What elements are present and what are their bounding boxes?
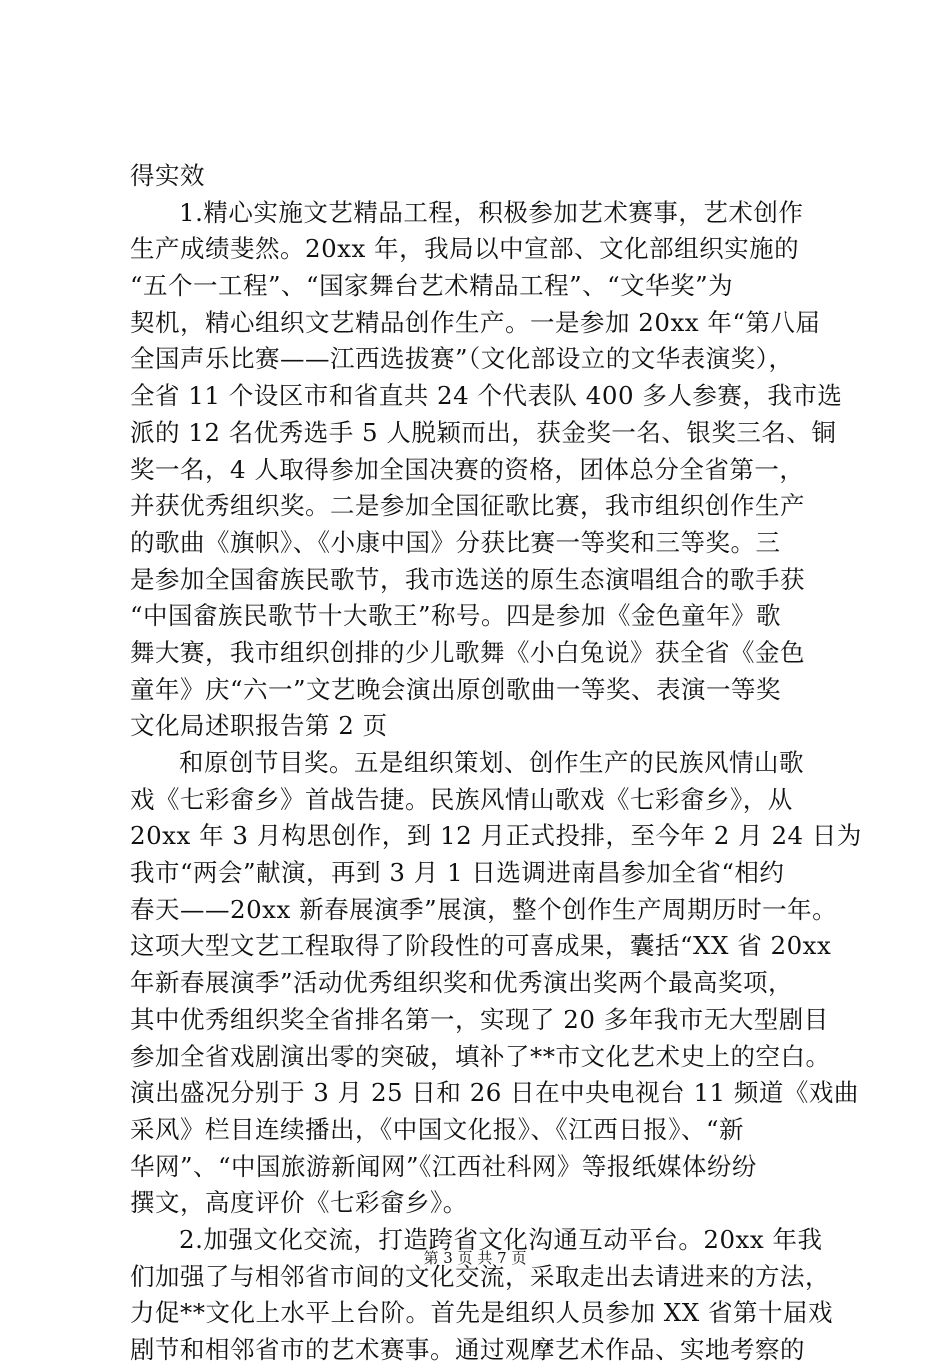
paragraph-start-line: 和原创节目奖。五是组织策划、创作生产的民族风情山歌 bbox=[179, 748, 804, 777]
text-line: 童年》庆“六一”文艺晚会演出原创歌曲一等奖、表演一等奖 bbox=[130, 674, 782, 704]
text-line: 戏《七彩畲乡》首战告捷。民族风情山歌戏《七彩畲乡》，从 bbox=[130, 784, 793, 814]
text-line: 契机，精心组织文艺精品创作生产。一是参加 20xx 年“第八届 bbox=[130, 307, 821, 337]
text-line: 这项大型文艺工程取得了阶段性的可喜成果，囊括“XX 省 20xx bbox=[130, 931, 832, 961]
text-line: 们加强了与相邻省市间的文化交流，采取走出去请进来的方法， bbox=[130, 1261, 830, 1291]
page-footer bbox=[0, 1248, 950, 1268]
text-line: 全省 11 个设区市和省直共 24 个代表队 400 多人参赛，我市选 bbox=[130, 381, 843, 411]
text-line: 派的 12 名优秀选手 5 人脱颖而出，获金奖一名、银奖三名、铜 bbox=[130, 417, 837, 447]
text-line: 撰文，高度评价《七彩畲乡》。 bbox=[130, 1188, 468, 1218]
text-line: 力促**文化上水平上台阶。首先是组织人员参加 XX 省第十届戏 bbox=[130, 1298, 833, 1328]
text-line: 并获优秀组织奖。二是参加全国征歌比赛，我市组织创作生产 bbox=[130, 491, 805, 521]
document-body bbox=[130, 158, 862, 1369]
text-line: “五个一工程”、“国家舞台艺术精品工程”、“文华奖”为 bbox=[130, 271, 734, 301]
text-line: 舞大赛，我市组织创排的少儿歌舞《小白兔说》获全省《金色 bbox=[130, 637, 805, 667]
text-line: 全国声乐比赛——江西选拔赛”（文化部设立的文华表演奖）， bbox=[130, 344, 794, 374]
text-line: 其中优秀组织奖全省排名第一，实现了 20 多年我市无大型剧目 bbox=[130, 1004, 829, 1034]
text-line: 奖一名，4 人取得参加全国决赛的资格，团体总分全省第一， bbox=[130, 454, 805, 484]
text-line: 采风》栏目连续播出，《中国文化报》、《江西日报》、“新 bbox=[130, 1114, 745, 1144]
text-line: 得实效 bbox=[130, 161, 205, 190]
text-line: 华网”、“中国旅游新闻网”《江西社科网》等报纸媒体纷纷 bbox=[130, 1151, 757, 1181]
text-line: 是参加全国畲族民歌节，我市选送的原生态演唱组合的歌手获 bbox=[130, 564, 805, 594]
text-line: 的歌曲《旗帜》、《小康中国》分获比赛一等奖和三等奖。三 bbox=[130, 527, 781, 557]
text-line: 我市“两会”献演，再到 3 月 1 日选调进南昌参加全省“相约 bbox=[130, 858, 785, 888]
text-line: 生产成绩斐然。20xx 年，我局以中宣部、文化部组织实施的 bbox=[130, 234, 800, 264]
text-line: 春天——20xx 新春展演季”展演，整个创作生产周期历时一年。 bbox=[130, 894, 838, 924]
page-number: 第 3 页 共 7 页 bbox=[423, 1249, 527, 1267]
page-marker-line: 文化局述职报告第 2 页 bbox=[130, 711, 388, 741]
text-line: 年新春展演季”活动优秀组织奖和优秀演出奖两个最高奖项， bbox=[130, 968, 794, 998]
paragraph-start-line: 1.精心实施文艺精品工程，积极参加艺术赛事，艺术创作 bbox=[179, 197, 804, 227]
text-line: 演出盛况分别于 3 月 25 日和 26 日在中央电视台 11 频道《戏曲 bbox=[130, 1078, 859, 1108]
text-line: 剧节和相邻省市的艺术赛事。通过观摩艺术作品、实地考察的 bbox=[130, 1335, 805, 1364]
paragraph-start-line: 2.加强文化交流，打造跨省文化沟通互动平台。20xx 年我 bbox=[179, 1224, 823, 1254]
text-line: 参加全省戏剧演出零的突破，填补了**市文化艺术史上的空白。 bbox=[130, 1041, 831, 1071]
text-line: “中国畲族民歌节十大歌王”称号。四是参加《金色童年》歌 bbox=[130, 601, 782, 631]
text-line: 20xx 年 3 月构思创作，到 12 月正式投排，至今年 2 月 24 日为 bbox=[130, 821, 862, 851]
